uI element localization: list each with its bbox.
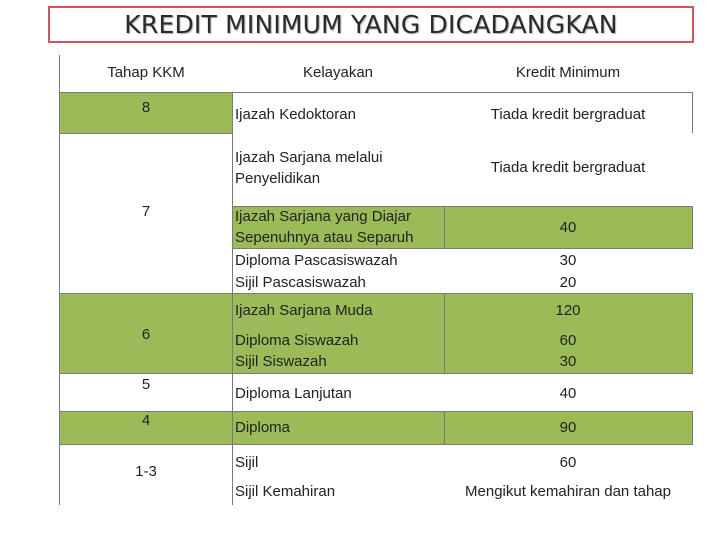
kelayakan-cell: Ijazah Sarjana yang Diajar	[235, 208, 411, 225]
level-8: 8	[141, 99, 151, 116]
kredit-cell: 120	[555, 302, 581, 319]
divider	[692, 411, 693, 444]
header-tahap: Tahap KKM	[107, 64, 185, 81]
kelayakan-cell: Ijazah Kedoktoran	[235, 106, 356, 123]
kelayakan-cell: Sijil Siswazah	[235, 353, 327, 370]
kelayakan-cell: Penyelidikan	[235, 170, 321, 187]
divider	[59, 444, 693, 445]
kelayakan-cell: Ijazah Sarjana Muda	[235, 302, 373, 319]
kredit-cell: 40	[559, 219, 577, 236]
kredit-cell: Tiada kredit bergraduat	[490, 159, 646, 176]
divider	[232, 248, 693, 249]
kelayakan-cell: Diploma Lanjutan	[235, 385, 352, 402]
kredit-cell: 90	[559, 419, 577, 436]
kelayakan-cell: Ijazah Sarjana melalui	[235, 149, 383, 166]
kelayakan-cell: Diploma Siswazah	[235, 332, 359, 349]
level-7: 7	[141, 203, 151, 220]
page-title: KREDIT MINIMUM YANG DICADANGKAN	[124, 10, 618, 39]
kredit-cell: 60	[559, 332, 577, 349]
kredit-cell: 30	[559, 252, 577, 269]
kredit-cell: 20	[559, 274, 577, 291]
kredit-cell: Tiada kredit bergraduat	[490, 106, 646, 123]
kelayakan-cell: Sijil Kemahiran	[235, 483, 336, 500]
kredit-cell: 40	[559, 385, 577, 402]
kelayakan-cell: Diploma	[235, 419, 291, 436]
divider	[59, 133, 233, 134]
kelayakan-cell: Sijil	[235, 454, 259, 471]
kredit-cell: 30	[559, 353, 577, 370]
header-kelayakan: Kelayakan	[302, 64, 374, 81]
level-5: 5	[141, 376, 151, 393]
divider	[59, 55, 60, 505]
divider	[692, 293, 693, 373]
kelayakan-cell: Sepenuhnya atau Separuh	[235, 229, 414, 246]
divider	[692, 206, 693, 248]
divider	[59, 293, 693, 294]
level-1-3: 1-3	[135, 463, 157, 480]
title-box	[48, 6, 694, 43]
divider	[692, 92, 693, 133]
kelayakan-cell: Sijil Pascasiswazah	[235, 274, 366, 291]
header-kredit: Kredit Minimum	[515, 64, 621, 81]
level-6: 6	[141, 326, 151, 343]
kredit-cell: 60	[559, 454, 577, 471]
kredit-cell: Mengikut kemahiran dan tahap	[465, 483, 671, 500]
level-4: 4	[141, 412, 151, 429]
divider	[59, 92, 693, 93]
kelayakan-cell: Diploma Pascasiswazah	[235, 252, 398, 269]
